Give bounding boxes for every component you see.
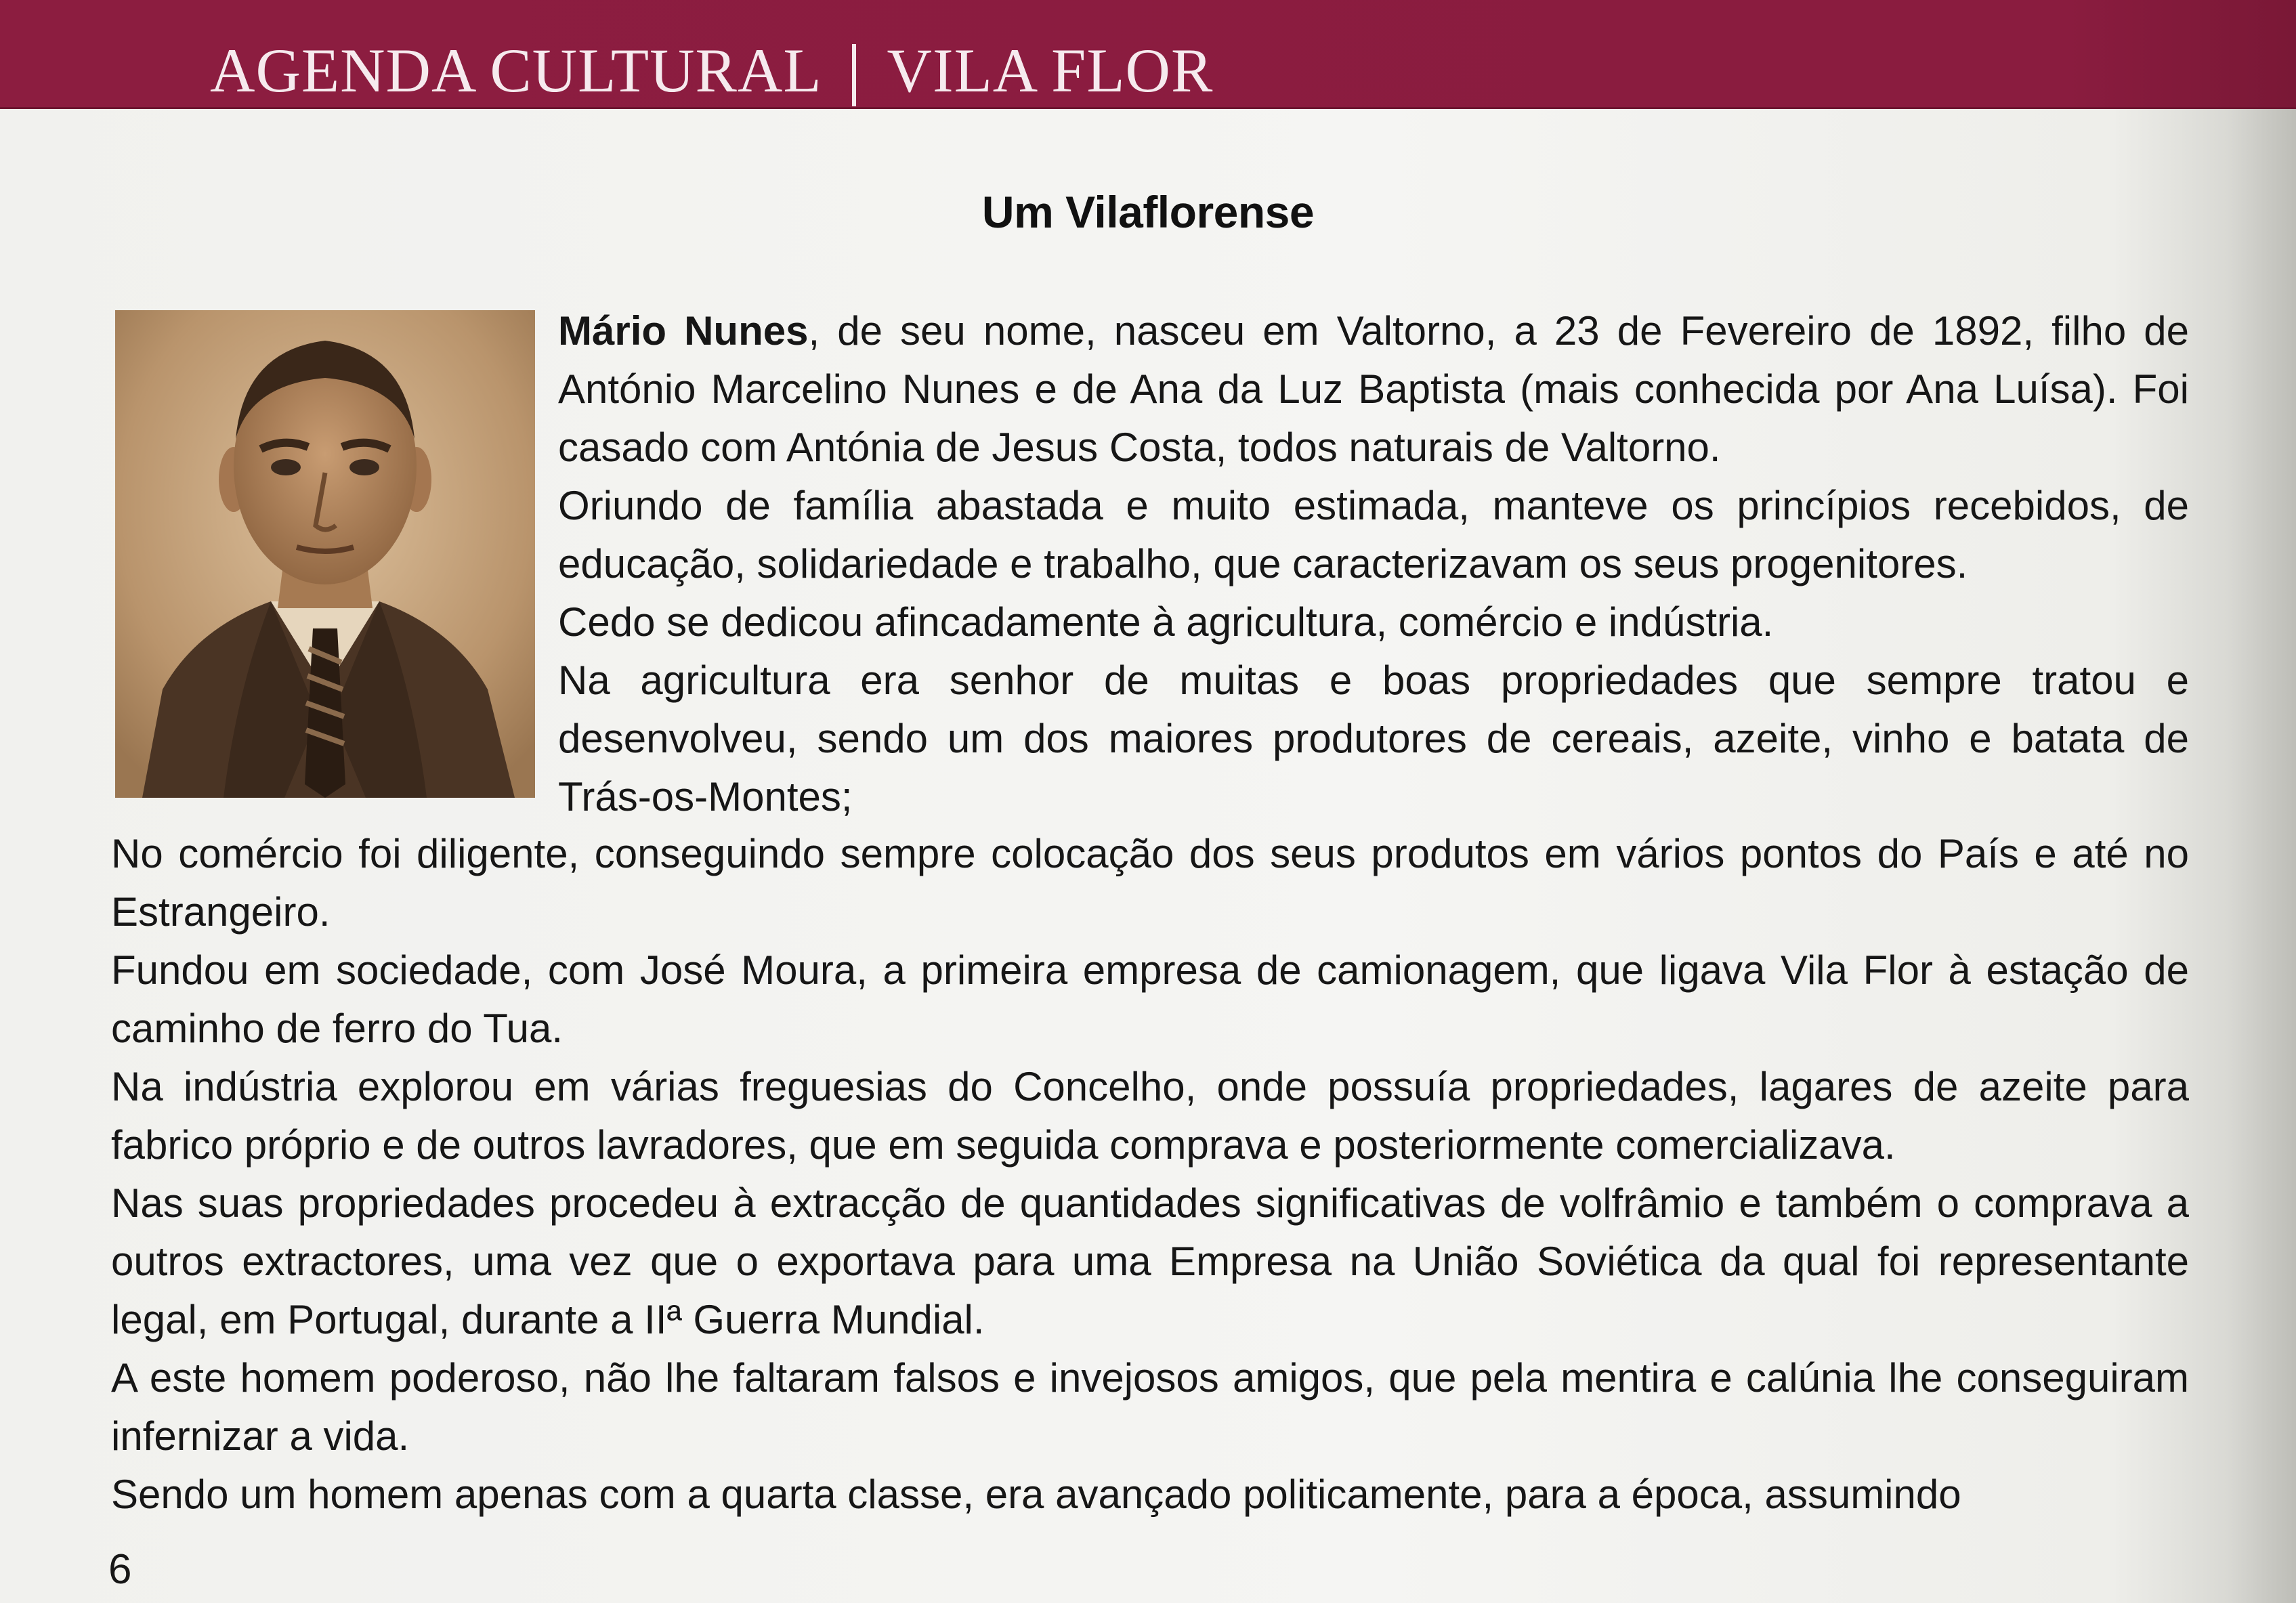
- portrait-photo: [115, 310, 535, 798]
- header-separator: [852, 44, 856, 106]
- header-band: [0, 0, 2296, 109]
- article-title: Um Vilaflorense: [981, 187, 1315, 237]
- intro-paragraph-3: Cedo se dedicou afincadamente à agricultura, comércio e indústria.: [558, 599, 1774, 645]
- header-title: [210, 30, 1213, 111]
- intro-paragraph-1-text: , de seu nome, nasceu em Valtorno, a 23 de Fevereiro de 1892, filho de António Marcelino Nunes e de Ana da Luz Baptista (mais conhecida por Ana Luísa). Foi casado com Antónia de Jesus Costa, todos naturais de Valtorno.: [558, 308, 2190, 470]
- paragraph-politics: Sendo um homem apenas com a quarta classe, era avançado politicamente, para a época, assumindo: [111, 1472, 1961, 1517]
- portrait-illustration: [115, 310, 535, 798]
- subject-name: Mário Nunes: [558, 308, 809, 354]
- intro-text-block: [558, 302, 2189, 826]
- paragraph-commerce: No comércio foi diligente, conseguindo sempre colocação dos seus produtos em vários pontos do País e até no Estrangeiro.: [111, 831, 2189, 935]
- paragraph-industry: Na indústria explorou em várias freguesias do Concelho, onde possuía propriedades, lagares de azeite para fabrico próprio e de outros lavradores, que em seguida comprava e posteriormente comercializava.: [111, 1064, 2189, 1168]
- paragraph-enemies: A este homem poderoso, não lhe faltaram falsos e invejosos amigos, que pela mentira e calúnia lhe conseguiram infernizar a vida.: [111, 1355, 2189, 1459]
- paragraph-transport: Fundou em sociedade, com José Moura, a primeira empresa de camionagem, que ligava Vila Flor à estação de caminho de ferro do Tua.: [111, 947, 2189, 1051]
- main-text-block: [111, 825, 2189, 1524]
- intro-paragraph-2: Oriundo de família abastada e muito estimada, manteve os princípios recebidos, de educação, solidariedade e trabalho, que caracterizavam os seus progenitores.: [558, 483, 2189, 586]
- intro-paragraph-4: Na agricultura era senhor de muitas e boas propriedades que sempre tratou e desenvolveu, sendo um dos maiores produtores de cereais, azeite, vinho e batata de Trás-os-Montes;: [558, 658, 2189, 819]
- header-section: AGENDA CULTURAL: [210, 36, 822, 105]
- header-location: VILA FLOR: [887, 36, 1214, 105]
- paragraph-wolfram: Nas suas propriedades procedeu à extracção de quantidades significativas de volfrâmio e também o comprava a outros extractores, uma vez que o exportava para uma Empresa na União Soviética da qual foi representante legal, em Portugal, durante a IIª Guerra Mundial.: [111, 1180, 2189, 1342]
- intro-paragraph-1: [558, 302, 2189, 477]
- page-number: 6: [108, 1546, 132, 1593]
